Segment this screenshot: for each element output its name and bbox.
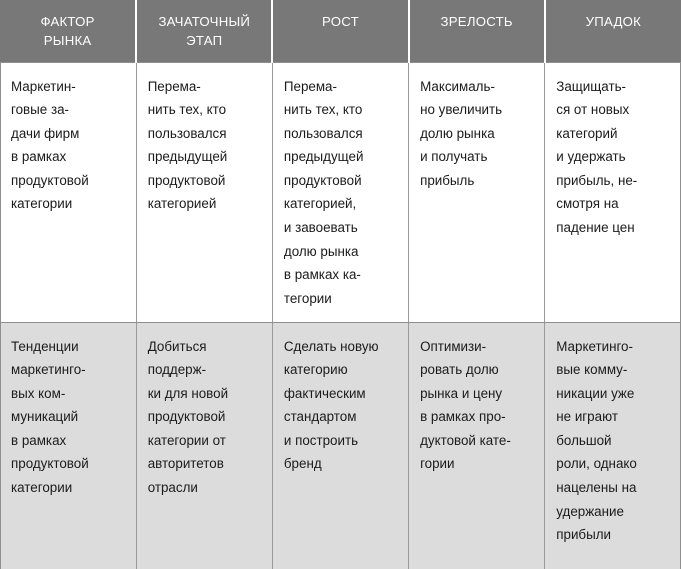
cell-text-line: нить тех, кто <box>283 102 363 118</box>
cell-text-line: муникаций <box>11 409 79 425</box>
table-cell-r2c2 <box>136 322 272 569</box>
cell-text-line: и завоевать <box>283 220 358 236</box>
table-row <box>0 62 681 322</box>
column-header-decline <box>545 0 681 62</box>
cell-text-line: продуктовой <box>11 172 89 188</box>
cell-text-line: продуктовой <box>11 456 89 472</box>
column-header-line: РОСТ <box>322 14 359 29</box>
cell-text-line: смотря на <box>556 196 619 212</box>
table-cell-r1c1 <box>0 62 136 322</box>
cell-text-line: продуктовой <box>147 409 226 425</box>
table-cell-r2c5 <box>545 322 681 569</box>
table-cell-r2c3 <box>272 322 408 569</box>
cell-text-line: долю рынка <box>283 243 359 259</box>
table-cell-r1c2 <box>136 62 272 322</box>
cell-text-line: не играют <box>556 409 618 425</box>
table-left-border <box>0 62 1 569</box>
cell-text-line: продуктовой <box>147 172 226 188</box>
cell-text-line: авторитетов <box>147 456 224 472</box>
cell-text-line: никации уже <box>556 385 635 401</box>
table-cell-r1c5 <box>545 62 681 322</box>
cell-text-line: пользовался <box>283 125 363 141</box>
cell-text-line: нить тех, кто <box>147 102 227 118</box>
cell-text-line: рынка и цену <box>420 385 503 401</box>
column-header-line: УПАДОК <box>585 14 642 29</box>
cell-text-line: долю рынка <box>420 125 495 141</box>
cell-text-line: прибыль, не- <box>556 172 638 188</box>
cell-text-line: предыдущей <box>283 149 364 165</box>
cell-text-line: бренд <box>283 456 322 472</box>
cell-text-line: прибыль <box>420 172 475 188</box>
column-header-embryonic <box>136 0 272 62</box>
cell-text-line: и получать <box>420 149 488 165</box>
column-header-line: ЗАЧАТОЧНЫЙ <box>158 14 251 29</box>
cell-text-line: маркетинго- <box>11 362 86 378</box>
cell-text-line: гории <box>420 456 455 472</box>
column-header-line: ЭТАП <box>186 33 223 48</box>
cell-text-line: категорий <box>556 125 618 141</box>
cell-text-line: в рамках <box>11 149 67 165</box>
cell-text-line: Оптимизи- <box>420 338 487 354</box>
table-row <box>0 322 681 569</box>
cell-text-line: вые комму- <box>556 362 628 378</box>
cell-text-line: Тенденции <box>11 338 79 354</box>
column-header-growth <box>272 0 408 62</box>
cell-text-line: роли, однако <box>556 456 637 472</box>
table-body <box>0 62 681 569</box>
table-cell-r1c4 <box>409 62 545 322</box>
cell-text-line: фактическим <box>283 385 366 401</box>
cell-text-line: дуктовой кате- <box>420 432 511 448</box>
cell-text-line: ровать долю <box>420 362 499 378</box>
column-header-line: ЗРЕЛОСТЬ <box>440 14 513 29</box>
table-cell-r2c4 <box>409 322 545 569</box>
table-cell-r1c3 <box>272 62 408 322</box>
cell-text-line: категории <box>11 196 73 212</box>
cell-text-line: и удержать <box>556 149 626 165</box>
cell-text-line: Добиться <box>147 338 207 354</box>
cell-text-line: Сделать новую <box>283 338 379 354</box>
cell-text-line: предыдущей <box>147 149 228 165</box>
cell-text-line: большой <box>556 432 612 448</box>
cell-text-line: ки для новой <box>147 385 229 401</box>
cell-text-line: удержание <box>556 503 624 519</box>
cell-text-line: категорией, <box>283 196 357 212</box>
cell-text-line: продуктовой <box>283 172 362 188</box>
cell-text-line: поддерж- <box>147 362 207 378</box>
cell-text-line: категории от <box>147 432 226 448</box>
cell-text-line: Перема- <box>283 78 337 94</box>
cell-text-line: но увеличить <box>420 102 503 118</box>
cell-text-line: Защищать- <box>556 78 627 94</box>
cell-text-line: категорию <box>283 362 348 378</box>
column-header-maturity <box>409 0 545 62</box>
cell-text-line: Максималь- <box>420 78 495 94</box>
cell-text-line: тегории <box>283 290 332 306</box>
cell-text-line: категории <box>11 480 73 496</box>
cell-text-line: Маркетинго- <box>556 338 633 354</box>
table-header <box>0 0 681 62</box>
cell-text-line: вых ком- <box>11 385 66 401</box>
cell-text-line: пользовался <box>147 125 227 141</box>
cell-text-line: прибыли <box>556 527 612 543</box>
header-row <box>0 0 681 62</box>
cell-text-line: стандартом <box>283 409 357 425</box>
cell-text-line: дачи фирм <box>11 125 80 141</box>
cell-text-line: Маркетин- <box>11 78 76 94</box>
cell-text-line: ся от новых <box>556 102 630 118</box>
cell-text-line: Перема- <box>147 78 201 94</box>
column-header-line: ФАКТОР <box>40 14 95 29</box>
cell-text-line: отрасли <box>147 480 198 496</box>
cell-text-line: нацелены на <box>556 480 637 496</box>
cell-text-line: в рамках <box>11 432 67 448</box>
cell-text-line: в рамках про- <box>420 409 506 425</box>
cell-text-line: и построить <box>283 432 359 448</box>
cell-text-line: категорией <box>147 196 217 212</box>
column-header-factor <box>0 0 136 62</box>
column-header-line: РЫНКА <box>43 33 92 48</box>
table-cell-r2c1 <box>0 322 136 569</box>
cell-text-line: падение цен <box>556 220 635 236</box>
cell-text-line: в рамках ка- <box>283 267 361 283</box>
cell-text-line: говые за- <box>11 102 69 118</box>
